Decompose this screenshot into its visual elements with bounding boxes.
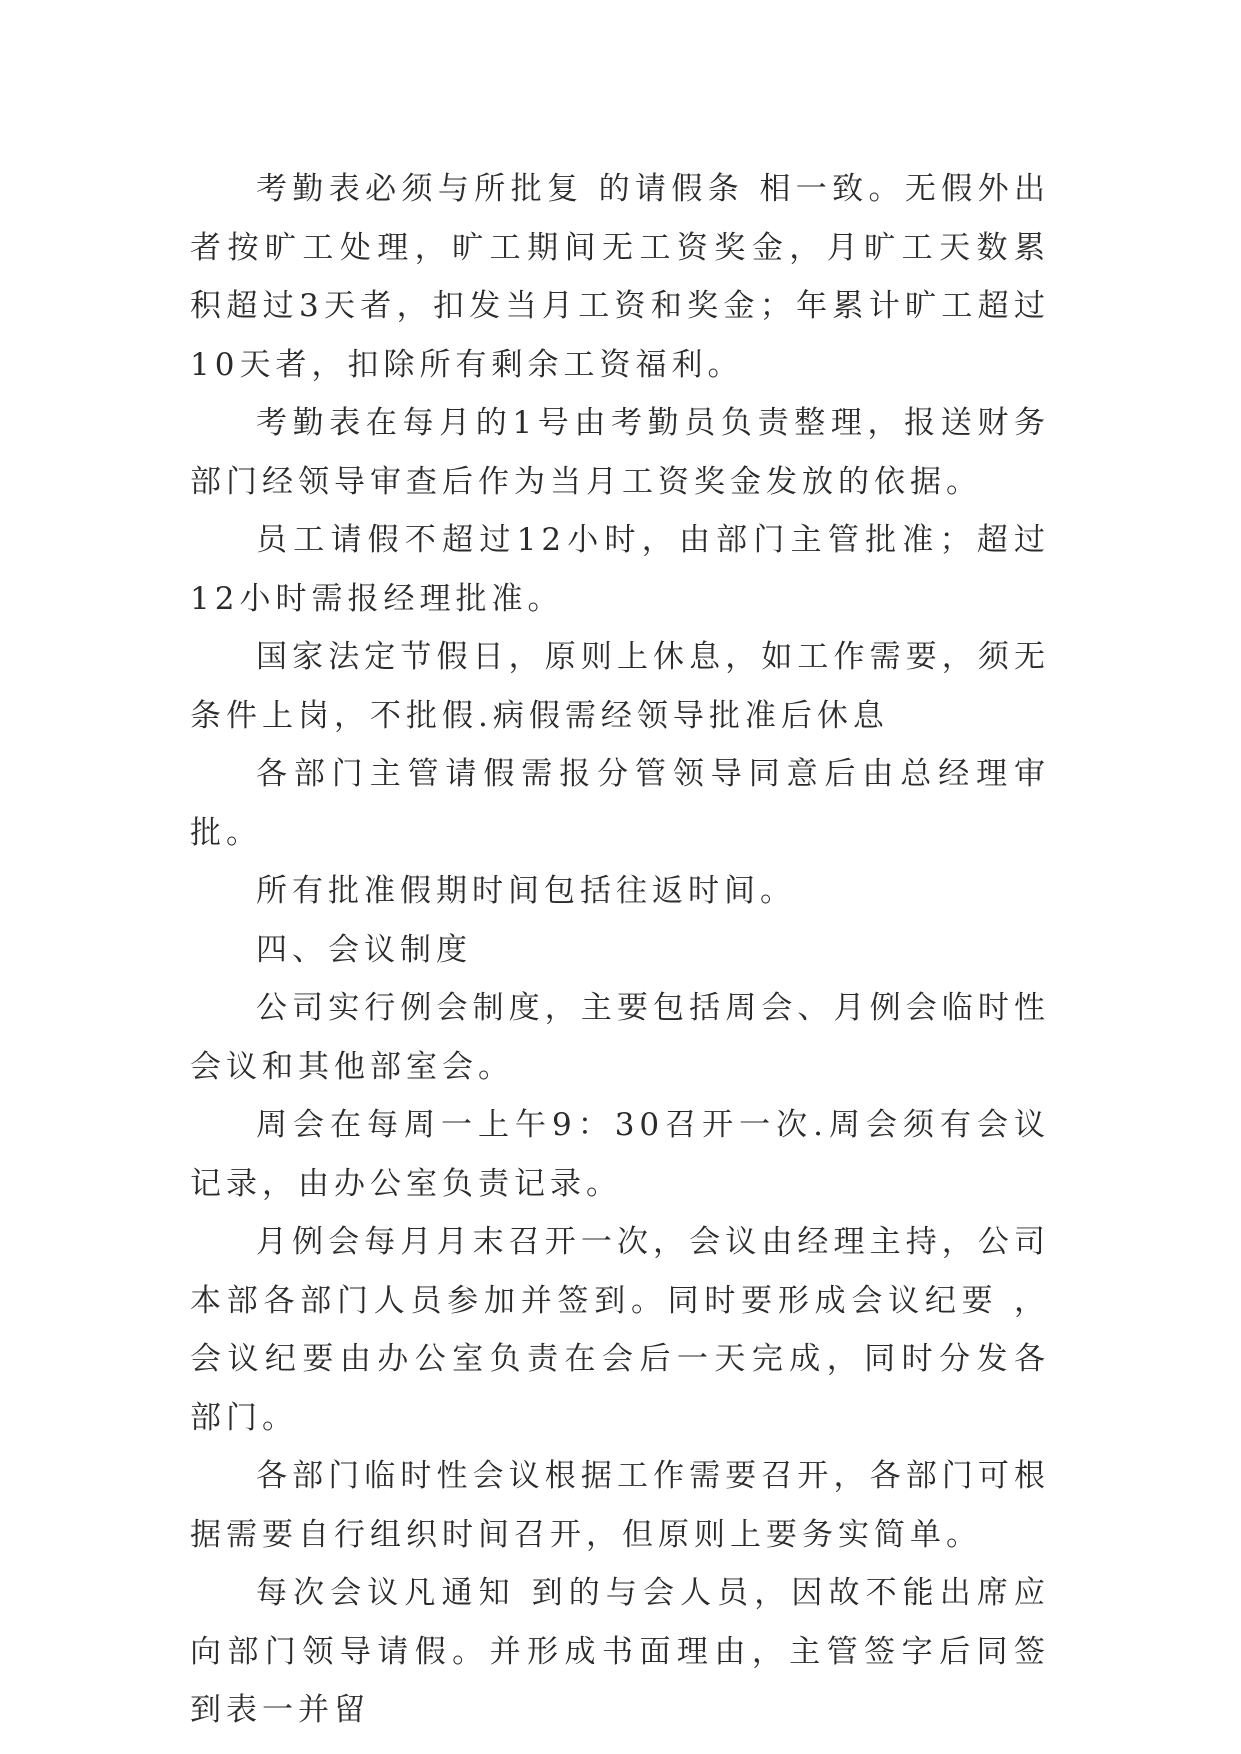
paragraph-weekly-meeting: 周会在每周一上午9：30召开一次.周会须有会议记录，由办公室负责记录。 — [190, 1107, 1050, 1202]
paragraph-public-holidays: 国家法定节假日，原则上休息，如工作需要，须无条件上岗，不批假.病假需经领导批准后休息 — [190, 639, 1050, 734]
paragraph-temporary-meetings: 各部门临时性会议根据工作需要召开，各部门可根据需要自行组织时间召开，但原则上要务实简单。 — [190, 1458, 1050, 1553]
paragraph-attendance-submission: 考勤表在每月的1号由考勤员负责整理，报送财务部门经领导审查后作为当月工资奖金发放的依据。 — [190, 405, 1050, 500]
paragraph-monthly-meeting: 月例会每月月末召开一次，会议由经理主持，公司本部各部门人员参加并签到。同时要形成会议纪要 ，会议纪要由办公室负责在会后一天完成，同时分发各部门。 — [190, 1224, 1050, 1436]
section-heading-meeting-system: 四、会议制度 — [256, 931, 472, 968]
paragraph-meeting-absence: 每次会议凡通知 到的与会人员，因故不能出席应向部门领导请假。并形成书面理由，主管签字后同签到表一并留 — [190, 1575, 1050, 1728]
paragraph-attendance-consistency: 考勤表必须与所批复 的请假条 相一致。无假外出者按旷工处理，旷工期间无工资奖金，月旷工天数累积超过3天者，扣发当月工资和奖金；年累计旷工超过10天者，扣除所有剩余工资福利。 — [190, 171, 1050, 383]
document-body — [190, 160, 1050, 1740]
paragraph-manager-leave: 各部门主管请假需报分管领导同意后由总经理审批。 — [190, 756, 1050, 851]
paragraph-leave-approval: 员工请假不超过12小时，由部门主管批准；超过12小时需报经理批准。 — [190, 522, 1050, 617]
paragraph-regular-meetings: 公司实行例会制度，主要包括周会、月例会临时性会议和其他部室会。 — [190, 990, 1050, 1085]
paragraph-travel-time: 所有批准假期时间包括往返时间。 — [256, 873, 796, 909]
